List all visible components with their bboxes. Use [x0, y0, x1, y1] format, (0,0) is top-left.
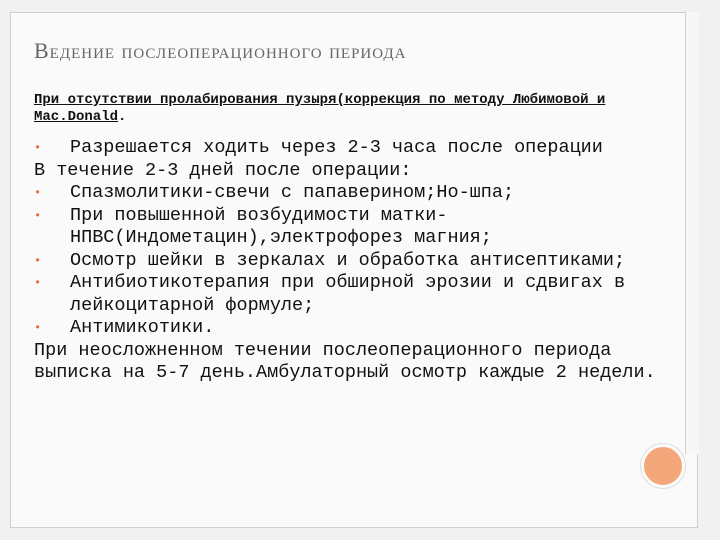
list-item: [34, 137, 674, 160]
subtitle-tail: .: [118, 109, 127, 125]
list-item: [34, 317, 674, 340]
bullet-icon: •: [34, 321, 42, 335]
bullet-icon: •: [34, 276, 42, 290]
list-item-text: Антибиотикотерапия при обширной эрозии и сдвигах в лейкоцитарной формуле;: [70, 272, 626, 316]
bullet-icon: •: [34, 253, 42, 268]
list-item: [34, 205, 674, 250]
list-item-text: Спазмолитики-свечи с папаверином;Но-шпа;: [70, 182, 515, 203]
paragraph-text: В течение 2-3 дней после операции:: [34, 159, 412, 181]
side-decoration: [685, 12, 699, 454]
list-item-text: При повышенной возбудимости матки-НПВС(Индометацин),электрофорез магния;: [70, 204, 492, 248]
paragraph-text: При неосложненном течении послеоперационного периода выписка на 5-7 день.Амбулаторный осмотр каждые 2 недели.: [34, 339, 656, 383]
list-item-text: Разрешается ходить через 2-3 часа после операции: [70, 137, 603, 158]
list-item-text: Антимикотики.: [70, 317, 215, 338]
paragraph: [34, 160, 674, 183]
list-item: [34, 182, 674, 205]
list-item-text: Осмотр шейки в зеркалах и обработка антисептиками;: [70, 249, 626, 271]
subtitle-underlined-text: При отсутствии пролабирования пузыря(коррекция по методу Любимовой и Mac.Donald: [34, 92, 606, 125]
bullet-icon: •: [34, 186, 42, 200]
list-item: [34, 272, 674, 317]
paragraph: [34, 340, 674, 385]
slide-title: Ведение послеоперационного периода: [34, 38, 407, 63]
list-item: [34, 250, 674, 273]
slide-body: [34, 137, 674, 385]
slide-subtitle: [34, 92, 664, 126]
bullet-icon: •: [34, 208, 42, 223]
decorative-circle-icon: [641, 444, 685, 488]
bullet-icon: •: [34, 141, 42, 155]
